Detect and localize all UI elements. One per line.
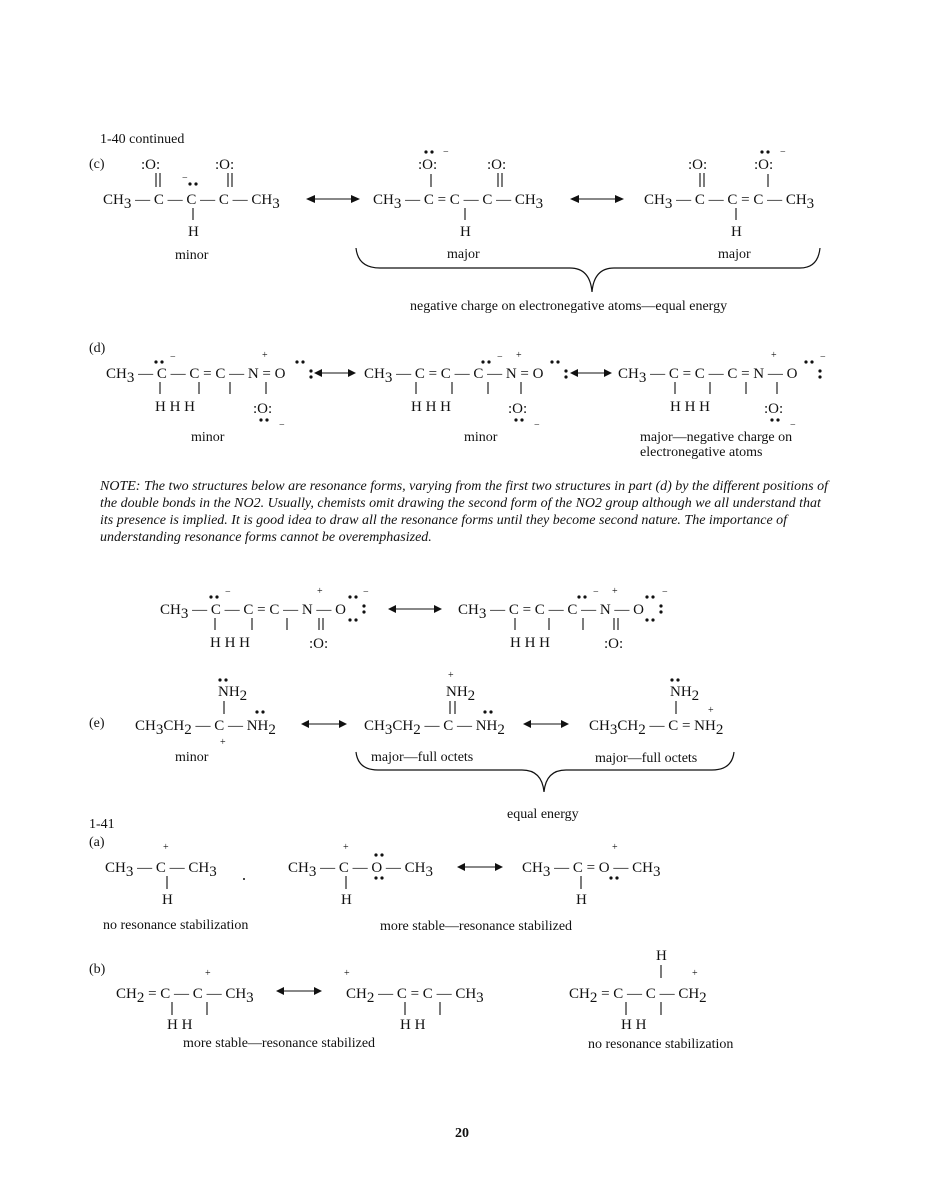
svg-text:−: − <box>790 420 796 431</box>
c-arrow-1 <box>306 195 360 203</box>
part-41b-label: (b) <box>89 962 106 977</box>
svg-text:−: − <box>662 587 668 598</box>
b-s3-hydrogens: H H <box>621 1017 647 1033</box>
d-s3-note-2: electronegative atoms <box>640 445 763 460</box>
c-s3-oxygen-left: :O: <box>688 157 708 173</box>
note-structure-1 <box>160 586 369 652</box>
b-s3-chain: CH2 = C — C — CH2 <box>569 986 707 1006</box>
c-s1-oxygen-right: :O: <box>215 157 235 173</box>
svg-text:−: − <box>820 352 826 363</box>
svg-text:−: − <box>363 587 369 598</box>
svg-text:+: + <box>205 968 211 979</box>
svg-text:+: + <box>612 842 618 853</box>
e-brace <box>356 752 734 792</box>
b-structure-1 <box>116 968 254 1033</box>
e-structure-3 <box>589 678 723 738</box>
c-s2-chain: CH3 — C = C — C — CH3 <box>373 192 544 212</box>
svg-text:+: + <box>516 350 522 361</box>
c-s1-hydrogen: H <box>188 224 199 240</box>
a-s1-note: no resonance stabilization <box>103 918 249 933</box>
d-s2-oxygen: :O: <box>508 401 528 417</box>
c-s2-note: major <box>447 247 480 262</box>
a-structure-2 <box>288 842 433 908</box>
c-s3-oxygen-right: :O: <box>754 157 774 173</box>
c-s1-chain: CH3 — C — C — C — CH3 <box>103 192 280 212</box>
svg-text:+: + <box>344 968 350 979</box>
e-arrow-2 <box>523 720 569 728</box>
d-structure-3 <box>618 350 826 431</box>
c-s1-note: minor <box>175 248 209 263</box>
resonance-note: NOTE: The two structures below are resonance forms, varying from the first two structures in part (d) by the different positions of the double bonds in the NO2. Usually, chemists omit drawing the second form of the NO2 group although we all understand that its presence is implied. It is good idea to draw all the resonance forms until they become second nature. The importance of understanding resonance forms cannot be overemphasized. <box>100 479 828 545</box>
c-s2-oxygen-right: :O: <box>487 157 507 173</box>
note-s2-oxygen: :O: <box>604 636 624 652</box>
a-s2-hydrogen: H <box>341 892 352 908</box>
c-s3-hydrogen: H <box>731 224 742 240</box>
a-structure-3 <box>522 842 660 908</box>
c-structure-2 <box>373 147 543 240</box>
d-s3-note-1: major—negative charge on <box>640 430 793 445</box>
e-s3-note: major—full octets <box>595 751 698 766</box>
c-s2-oxygen-left: :O: <box>418 157 438 173</box>
c-s3-note: major <box>718 247 751 262</box>
a-s1-chain: CH3 — C — CH3 <box>105 860 217 880</box>
b-s1-hydrogens: H H <box>167 1017 193 1033</box>
e-s2-note: major—full octets <box>371 750 474 765</box>
c-structure-1 <box>103 157 280 240</box>
e-s1-top-nh2: NH2 <box>218 684 248 704</box>
e-s1-chain: CH3CH2 — C — NH2 <box>135 718 276 738</box>
svg-text:+: + <box>771 350 777 361</box>
svg-text:−: − <box>443 147 449 158</box>
e-s3-top-nh2: NH2 <box>670 684 700 704</box>
b-s1-chain: CH2 = C — C — CH3 <box>116 986 254 1006</box>
c-s3-chain: CH3 — C — C = C — CH3 <box>644 192 815 212</box>
e-summary: equal energy <box>507 807 579 822</box>
svg-text:−: − <box>170 352 176 363</box>
d-structure-2 <box>364 350 568 431</box>
svg-text:+: + <box>262 350 268 361</box>
b-summary: more stable—resonance stabilized <box>183 1036 376 1051</box>
c-structure-3 <box>644 147 814 240</box>
d-s3-hydrogens: H H H <box>670 399 710 415</box>
b-arrow <box>276 987 322 995</box>
svg-text:−: − <box>780 147 786 158</box>
e-s3-chain: CH3CH2 — C = NH2 <box>589 718 724 738</box>
svg-text:+: + <box>448 670 454 681</box>
c-s2-hydrogen: H <box>460 224 471 240</box>
a-structure-1 <box>105 842 245 908</box>
problem-41-heading: 1-41 <box>89 817 115 832</box>
d-s1-note: minor <box>191 430 225 445</box>
b-s2-hydrogens: H H <box>400 1017 426 1033</box>
svg-text:+: + <box>692 968 698 979</box>
d-s2-chain: CH3 — C = C — C — N = O <box>364 366 544 386</box>
note-s1-oxygen: :O: <box>309 636 329 652</box>
svg-text:−: − <box>182 173 188 184</box>
b-structure-3 <box>569 948 707 1033</box>
d-structure-1 <box>106 350 313 431</box>
e-s2-chain: CH3CH2 — C — NH2 <box>364 718 505 738</box>
note-s2-chain: CH3 — C = C — C — N — O <box>458 602 644 622</box>
a-summary: more stable—resonance stabilized <box>380 919 573 934</box>
part-c-label: (c) <box>89 157 105 172</box>
part-e-label: (e) <box>89 716 105 731</box>
note-s1-chain: CH3 — C — C = C — N — O <box>160 602 346 622</box>
b-structure-2 <box>344 968 484 1033</box>
continued-heading: 1-40 continued <box>100 132 185 147</box>
b-s2-chain: CH2 — C = C — CH3 <box>346 986 484 1006</box>
svg-text:+: + <box>163 842 169 853</box>
svg-text:−: − <box>225 587 231 598</box>
d-arrow-1 <box>314 369 356 377</box>
c-arrow-2 <box>570 195 624 203</box>
a-s1-hydrogen: H <box>162 892 173 908</box>
d-s2-hydrogens: H H H <box>411 399 451 415</box>
d-arrow-2 <box>570 369 612 377</box>
note-arrow <box>388 605 442 613</box>
note-s1-hydrogens: H H H <box>210 635 250 651</box>
d-s1-oxygen: :O: <box>253 401 273 417</box>
e-arrow-1 <box>301 720 347 728</box>
d-s1-hydrogens: H H H <box>155 399 195 415</box>
b-s3-note: no resonance stabilization <box>588 1037 734 1052</box>
svg-text:−: − <box>497 352 503 363</box>
svg-text:−: − <box>593 587 599 598</box>
d-s3-oxygen: :O: <box>764 401 784 417</box>
a-arrow <box>457 863 503 871</box>
d-s1-chain: CH3 — C — C = C — N = O <box>106 366 286 386</box>
b-s3-top-hydrogen: H <box>656 948 667 964</box>
svg-text:+: + <box>708 705 714 716</box>
note-s2-hydrogens: H H H <box>510 635 550 651</box>
d-s2-note: minor <box>464 430 498 445</box>
a-s2-chain: CH3 — C — O — CH3 <box>288 860 434 880</box>
note-structure-2 <box>458 586 668 652</box>
svg-text:−: − <box>534 420 540 431</box>
c-brace <box>356 248 820 292</box>
svg-text:+: + <box>612 586 618 597</box>
svg-text:+: + <box>220 737 226 748</box>
svg-text:−: − <box>279 420 285 431</box>
c-s1-oxygen-left: :O: <box>141 157 161 173</box>
part-d-label: (d) <box>89 341 106 356</box>
c-summary: negative charge on electronegative atoms—equal energy <box>410 299 728 314</box>
e-s2-top-nh2: NH2 <box>446 684 476 704</box>
svg-text:+: + <box>317 586 323 597</box>
a-s3-chain: CH3 — C = O — CH3 <box>522 860 661 880</box>
e-structure-1 <box>135 678 276 748</box>
svg-text:+: + <box>343 842 349 853</box>
e-structure-2 <box>364 670 505 738</box>
a-s3-hydrogen: H <box>576 892 587 908</box>
page-number: 20 <box>455 1126 469 1141</box>
e-s1-note: minor <box>175 750 209 765</box>
part-41a-label: (a) <box>89 835 105 850</box>
d-s3-chain: CH3 — C = C — C = N — O <box>618 366 798 386</box>
